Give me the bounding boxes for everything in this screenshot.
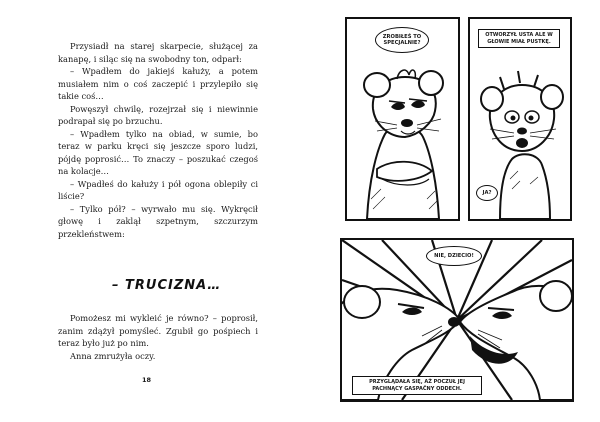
paragraph: Przysiadł na starej skarpecie, służącej za kanapę, i siląc się na swobodny ton, odparł:: [58, 41, 258, 64]
paragraph: – Wpadłem do jakiejś kałuży, a potem musiałem nim o coś zaczepić i przylepiło się takie coś…: [58, 66, 258, 101]
text-block: [58, 40, 258, 240]
page-number: 18: [142, 376, 152, 384]
speech-bubble: ZROBIŁEŚ TO SPECJALNIE?: [375, 27, 429, 53]
paragraph: Powęszył chwilę, rozejrzał się i niewinnie podrapał się po brzuchu.: [58, 103, 258, 126]
exclamation-heading: – TRUCIZNA…: [112, 278, 222, 293]
speech-bubble: NIE, DZIECIO!: [426, 246, 482, 266]
comic-panel-3: [340, 238, 574, 402]
comic-panel-2: [468, 17, 572, 221]
comic-panel-1: [345, 17, 460, 221]
narration-caption: OTWORZYŁ USTA ALE W GŁOWIE MIAŁ PUSTKĘ.: [478, 29, 560, 48]
paragraph: – Tylko pół? – wyrwało mu się. Wykręcił głowę i zaklął szpetnym, szczurzym przekleństwem:: [58, 203, 258, 239]
paragraph: Pomożesz mi wykleić je równo? – poprosił, zanim zdążył pomyśleć. Zgubił go pośpiech i teraz było już po nim.: [58, 313, 258, 348]
narration-caption: PRZYGLĄDAŁA SIĘ, AŻ POCZUŁ JEJ PACHNĄCY GASPAČNY ODDECH.: [352, 376, 482, 395]
paragraph: Anna zmrużyła oczy.: [70, 350, 156, 361]
paragraph: – Wpadłem tylko na obiad, w sumie, bo teraz w parku kręci się jeszcze sporo ludzi, pójdę poprosić… To znaczy – poszukać czegoś na kolacje…: [58, 128, 258, 176]
paragraph: – Wpadłeś do kałuży i pół ogona oblepiły ci liście?: [58, 178, 258, 201]
speech-bubble: JA?: [476, 185, 498, 201]
text-block-continued: [58, 312, 258, 362]
